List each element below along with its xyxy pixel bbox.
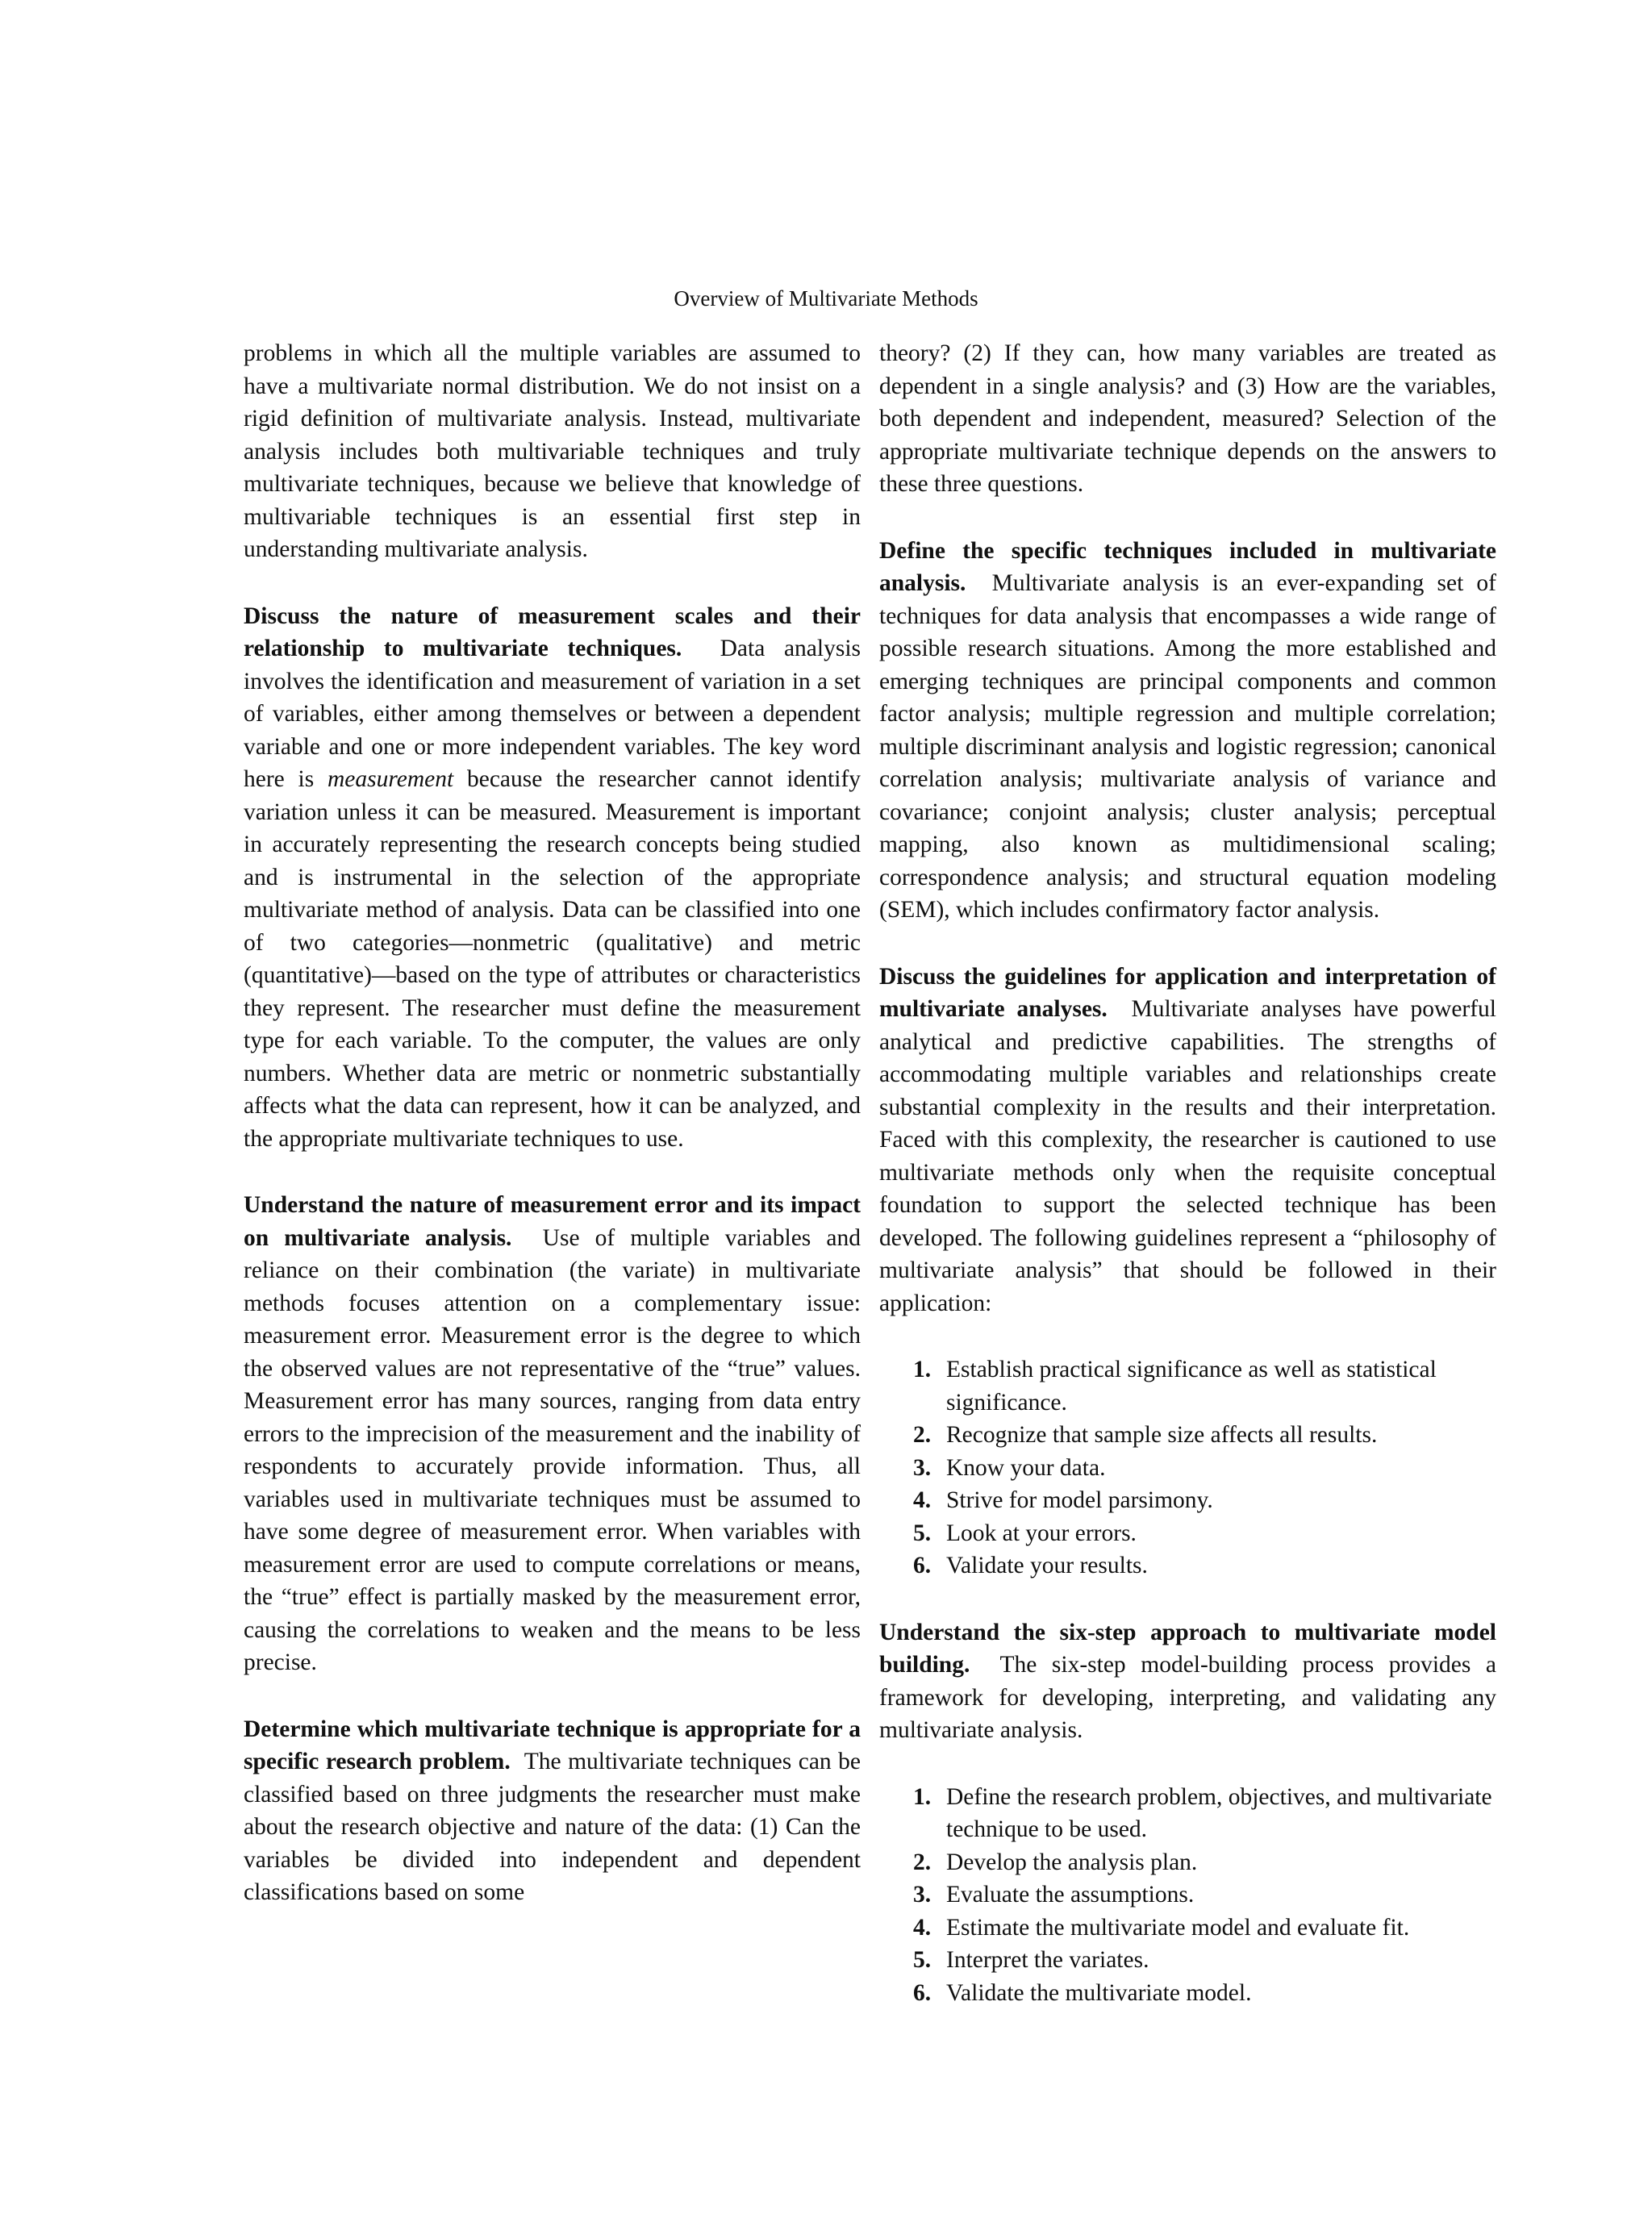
section-body: The multivariate techniques can be classified based on three judgments the researcher must make about the research objective and nature of the data: (1) Can the variables be divided into independent and dependent classifications based on some	[244, 1749, 861, 1905]
list-text: Strive for model parsimony.	[946, 1487, 1213, 1513]
list-number: 5.	[913, 1947, 932, 1973]
list-item	[913, 1484, 1496, 1517]
list-number: 3.	[913, 1454, 932, 1481]
section-body: Multivariate analyses have powerful analytical and predictive capabilities. The strengths of accommodating multiple variables and relationships create substantial complexity in the results and their interpretation. Faced with this complexity, the researcher is cautioned to use multivariate methods only when the requisite conceptual foundation to support the selected technique has been developed. The following guidelines represent a “philosophy of multivariate analysis” that should be followed in their application:	[879, 996, 1497, 1316]
section-heading: Define the specific techniques included in multivariate analysis.	[879, 537, 1496, 596]
list-number: 1.	[913, 1357, 932, 1382]
list-item	[913, 1781, 1496, 1846]
list-text: Know your data.	[946, 1454, 1106, 1481]
list-number: 4.	[913, 1487, 932, 1513]
section-body: because the researcher cannot identify variation unless it can be measured. Measurement is important in accurately representing the research concepts being studied and is instrumental in the selection of the appropriate multivariate method of analysis. Data can be classified into one of two categories—nonmetric (qualitative) and metric (quantitative)—based on the type of attributes or characteristics they represent. The researcher must define the measurement type for each variable. To the computer, the values are only numbers. Whether data are metric or nonmetric substantially affects what the data can represent, how it can be analyzed, and the appropriate multivariate techniques to use.	[244, 766, 861, 1152]
list-number: 2.	[913, 1849, 932, 1875]
list-item	[913, 1944, 1496, 1977]
section-body: The six-step model-building process provides a framework for developing, interpreting, and validating any multivariate analysis.	[879, 1652, 1496, 1743]
list-item	[913, 1353, 1496, 1419]
left-column	[244, 337, 861, 1909]
list-text: Evaluate the assumptions.	[946, 1882, 1195, 1908]
list-number: 6.	[913, 1979, 932, 2006]
list-text: Validate the multivariate model.	[946, 1979, 1252, 2006]
list-text: Interpret the variates.	[946, 1947, 1149, 1973]
list-text: Define the research problem, objectives, and multivariate technique to be used.	[946, 1783, 1492, 1842]
list-number: 5.	[913, 1520, 932, 1546]
list-text: Look at your errors.	[946, 1520, 1137, 1546]
list-number: 1.	[913, 1783, 932, 1810]
section-heading: Discuss the nature of measurement scales and their relationship to multivariate techniques.	[244, 603, 861, 661]
section-technique-selection	[244, 1713, 861, 1909]
section-body: Use of multiple variables and reliance on their combination (the variate) in multivariate methods focuses attention on a complementary issue: measurement error. Measurement error is the degree to which the observed values are not representative of the “true” values. Measurement error has many sources, ranging from data entry errors to the imprecision of the measurement and the inability of respondents to accurately provide information. Thus, all variables used in multivariate techniques must be assumed to have some degree of measurement error. When variables with measurement error are used to compute correlations or means, the “true” effect is partially masked by the measurement error, causing the correlations to weaken and the means to be less precise.	[244, 1224, 861, 1675]
list-item	[913, 1977, 1496, 2010]
paragraph-intro-continued: problems in which all the multiple variables are assumed to have a multivariate normal distribution. We do not insist on a rigid definition of multivariate analysis. Instead, multivariate analysis includes both multivariable techniques and truly multivariate techniques, because we believe that knowledge of multivariable techniques is an essential first step in understanding multivariate analysis.	[244, 340, 861, 562]
list-item	[913, 1549, 1496, 1582]
list-text: Develop the analysis plan.	[946, 1849, 1198, 1875]
section-guidelines	[879, 961, 1496, 1320]
list-item	[913, 1419, 1496, 1452]
section-heading: Understand the nature of measurement error and its impact on multivariate analysis.	[244, 1192, 861, 1251]
paragraph-continued: theory? (2) If they can, how many variables are treated as dependent in a single analysis? and (3) How are the variables, both dependent and independent, measured? Selection of the appropriate multivariate technique depends on the answers to these three questions.	[879, 340, 1496, 497]
section-heading: Discuss the guidelines for application and interpretation of multivariate analyses.	[879, 963, 1496, 1022]
list-text: Establish practical significance as well as statistical significance.	[946, 1357, 1437, 1416]
list-item	[913, 1846, 1496, 1879]
list-item	[913, 1517, 1496, 1550]
list-number: 3.	[913, 1882, 932, 1908]
list-text: Validate your results.	[946, 1553, 1148, 1578]
section-body: Data analysis involves the identification and measurement of variation in a set of variables, either among themselves or between a dependent variable and one or more independent variables. The key word here is	[244, 636, 861, 792]
section-six-step-approach	[879, 1616, 1496, 1747]
list-text: Estimate the multivariate model and evaluate fit.	[946, 1914, 1410, 1941]
right-column	[879, 337, 1496, 2043]
section-heading: Understand the six-step approach to multivariate model building.	[879, 1619, 1496, 1678]
section-specific-techniques	[879, 535, 1496, 927]
six-step-list	[879, 1781, 1496, 2010]
list-text: Recognize that sample size affects all results.	[946, 1422, 1378, 1448]
emphasis-term: measurement	[327, 766, 454, 792]
list-number: 2.	[913, 1422, 932, 1448]
guidelines-list	[879, 1353, 1496, 1582]
section-measurement-error	[244, 1189, 861, 1679]
list-number: 6.	[913, 1553, 932, 1578]
list-number: 4.	[913, 1914, 932, 1941]
running-head: Overview of Multivariate Methods	[674, 286, 978, 311]
list-item	[913, 1452, 1496, 1485]
section-measurement-scales	[244, 600, 861, 1156]
list-item	[913, 1878, 1496, 1912]
section-body: Multivariate analysis is an ever-expanding set of techniques for data analysis that encompasses a wide range of possible research situations. Among the more established and emerging techniques are principal components and common factor analysis; multiple regression and multiple correlation; multiple discriminant analysis and logistic regression; canonical correlation analysis; multivariate analysis of variance and covariance; conjoint analysis; cluster analysis; perceptual mapping, also known as multidimensional scaling; correspondence analysis; and structural equation modeling (SEM), which includes confirmatory factor analysis.	[879, 570, 1496, 923]
list-item	[913, 1912, 1496, 1945]
section-heading: Determine which multivariate technique is appropriate for a specific research problem.	[244, 1716, 861, 1774]
